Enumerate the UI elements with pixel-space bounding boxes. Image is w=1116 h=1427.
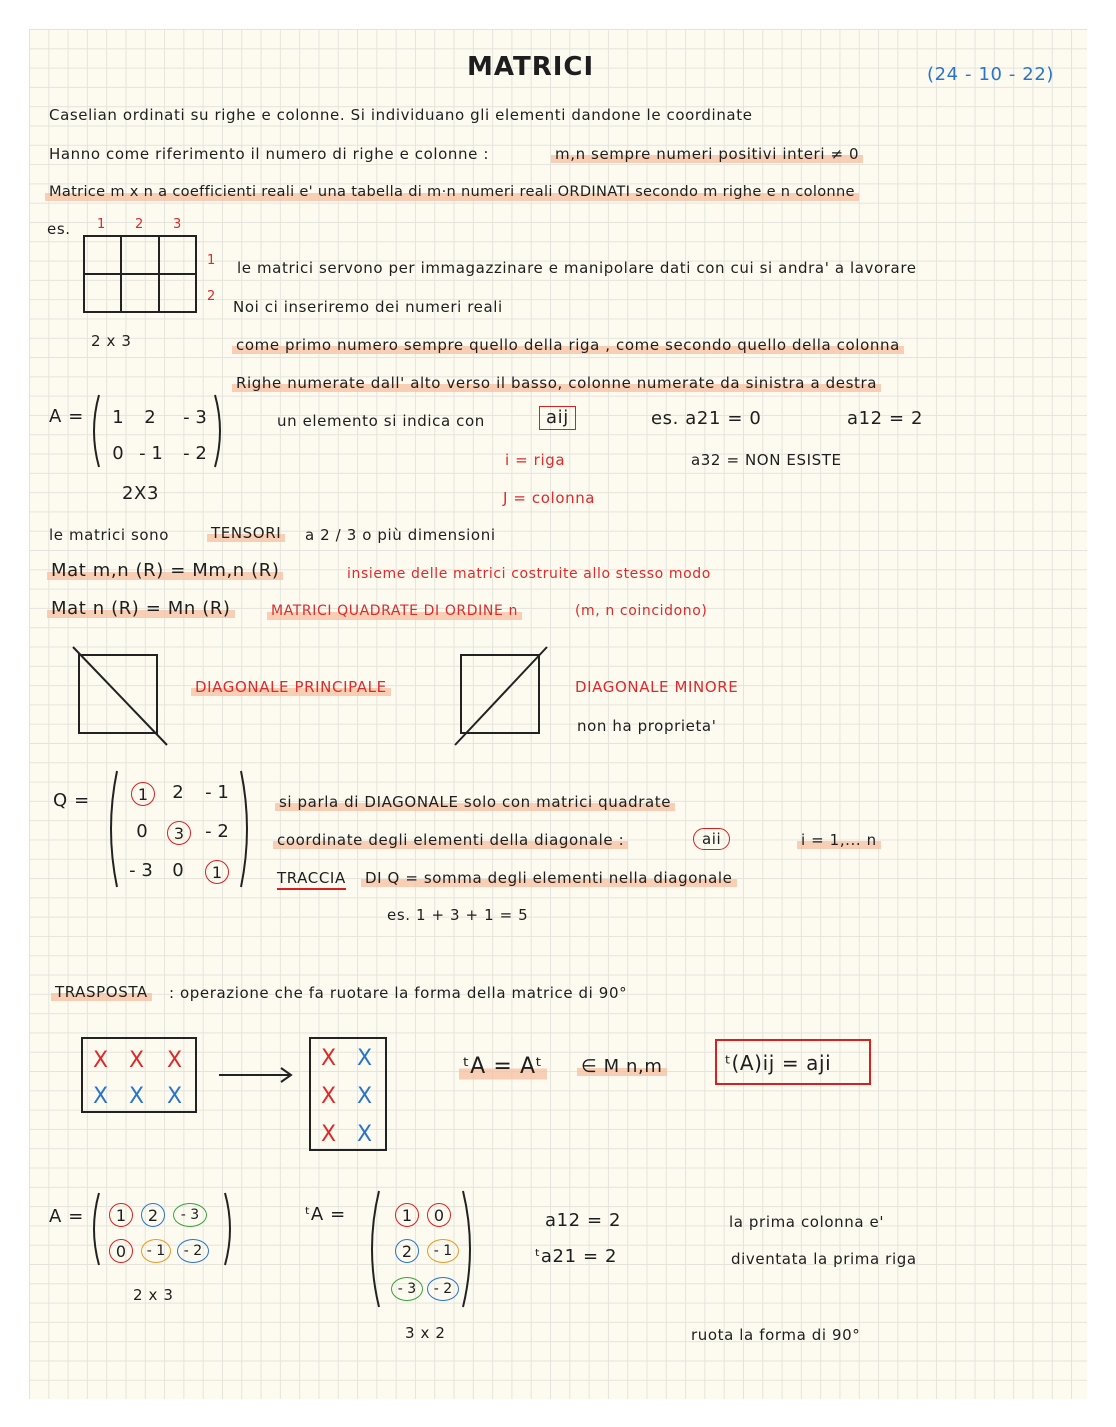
matrix-a-cell: 2 xyxy=(144,407,156,428)
matrix-a-cell: 0 xyxy=(112,443,124,464)
tensors-text-c: a 2 / 3 o più dimensioni xyxy=(305,526,496,544)
matrix-q-cell: - 3 xyxy=(129,860,153,881)
page-title: MATRICI xyxy=(467,52,595,82)
grid-x-mark: X xyxy=(167,1084,183,1109)
element-example-1: es. a21 = 0 xyxy=(651,408,762,429)
minor-diagonal-square xyxy=(453,645,553,749)
minor-diagonal-label: DIAGONALE MINORE xyxy=(575,678,739,696)
transpose-example-1: a12 = 2 xyxy=(545,1210,622,1231)
date-label: (24 - 10 - 22) xyxy=(927,64,1055,85)
intro-line-2-highlight: m,n sempre numeri positivi interi ≠ 0 xyxy=(551,144,863,164)
intro-line-1: Caselian ordinati su righe e colonne. Si individuano gli elementi dandone le coordinate xyxy=(49,106,753,124)
matrix-q-label: Q = xyxy=(53,790,90,811)
example-label: es. xyxy=(47,220,71,238)
grid-x-mark: X xyxy=(357,1046,373,1071)
transpose-a-cell: - 2 xyxy=(177,1239,209,1263)
matrix-a-cell: - 3 xyxy=(183,407,207,428)
mat-n-note-2: (m, n coincidono) xyxy=(575,603,708,619)
index-range: i = 1,... n xyxy=(797,830,881,850)
transpose-a-cell: 0 xyxy=(109,1239,133,1263)
tensors-keyword: TENSORI xyxy=(207,523,285,543)
grid-x-mark: X xyxy=(93,1048,109,1073)
matrix-q-cell: 2 xyxy=(172,782,184,803)
transpose-ta-label: ᵗA = xyxy=(305,1204,346,1225)
mat-mn-note: insieme delle matrici costruite allo stesso modo xyxy=(347,566,711,582)
matrix-q-cell: - 2 xyxy=(205,821,229,842)
matrix-a-cell: 1 xyxy=(112,407,124,428)
transpose-a-cell: 2 xyxy=(141,1203,165,1227)
transpose-formula: ᵗA = Aᵗ xyxy=(459,1053,547,1081)
grid-x-mark: X xyxy=(321,1084,337,1109)
example-note-1: le matrici servono per immagazzinare e manipolare dati con cui si andra' a lavorare xyxy=(237,259,917,277)
tensors-text-a: le matrici sono xyxy=(49,526,170,544)
transpose-note-3: ruota la forma di 90° xyxy=(691,1326,861,1344)
diagonal-coordinates-note: coordinate degli elementi della diagonale : xyxy=(273,830,628,850)
example-note-2: Noi ci inseriremo dei numeri reali xyxy=(233,298,503,316)
trace-definition: DI Q = somma degli elementi nella diagonale xyxy=(361,868,737,888)
aii-symbol: aii xyxy=(693,828,730,850)
grid-x-mark: X xyxy=(93,1084,109,1109)
matrix-q-diagonal-cell: 1 xyxy=(205,860,229,884)
transpose-ta-cell: 2 xyxy=(395,1239,419,1263)
row-number-2: 2 xyxy=(207,289,216,304)
transpose-a-dims: 2 x 3 xyxy=(133,1286,174,1304)
intro-line-3: Matrice m x n a coefficienti reali e' una tabella di m·n numeri reali ORDINATI secondo m righe e n colonne xyxy=(45,182,859,202)
transpose-note-1: la prima colonna e' xyxy=(729,1213,885,1231)
grid-x-mark: X xyxy=(357,1084,373,1109)
mat-n-definition: Mat n (R) = Mn (R) xyxy=(47,599,235,619)
transpose-a-cell: 1 xyxy=(109,1203,133,1227)
transpose-ta-cell: 0 xyxy=(427,1203,451,1227)
grid-x-mark: X xyxy=(357,1122,373,1147)
transpose-example-2: ᵗa21 = 2 xyxy=(535,1246,618,1267)
matrix-q-diagonal-cell: 3 xyxy=(167,821,191,845)
matrix-q-cell: 0 xyxy=(172,860,184,881)
element-text: un elemento si indica con xyxy=(277,412,485,430)
transpose-description: : operazione che fa ruotare la forma della matrice di 90° xyxy=(169,984,628,1002)
row-number-1: 1 xyxy=(207,253,216,268)
element-symbol: aij xyxy=(539,406,576,430)
transpose-space: ∈ M n,m xyxy=(577,1057,667,1077)
diagonal-square-note: si parla di DIAGONALE solo con matrici quadrate xyxy=(275,792,675,812)
example-note-4: Righe numerate dall' alto verso il basso, colonne numerate da sinistra a destra xyxy=(232,373,881,393)
trace-label: TRACCIA xyxy=(277,868,346,890)
example-grid xyxy=(83,235,199,315)
grid-x-mark: X xyxy=(321,1046,337,1071)
minor-diagonal-note: non ha proprieta' xyxy=(577,717,717,735)
grid-x-mark: X xyxy=(167,1048,183,1073)
example-dims: 2 x 3 xyxy=(91,332,132,350)
transpose-ta-cell: 1 xyxy=(395,1203,419,1227)
transpose-ta-cell: - 2 xyxy=(427,1277,459,1301)
intro-line-2: Hanno come riferimento il numero di righe e colonne : xyxy=(49,145,490,163)
transpose-note-2: diventata la prima riga xyxy=(731,1250,917,1268)
main-diagonal-square xyxy=(71,645,171,749)
grid-x-mark: X xyxy=(321,1122,337,1147)
matrix-a-dims: 2X3 xyxy=(122,483,160,504)
matrix-q-diagonal-cell: 1 xyxy=(131,782,155,806)
element-example-2: a12 = 2 xyxy=(847,408,924,429)
matrix-q-cell: 0 xyxy=(136,821,148,842)
transpose-label: TRASPOSTA xyxy=(51,982,152,1002)
element-example-3: a32 = NON ESISTE xyxy=(691,451,842,469)
grid-x-mark: X xyxy=(129,1084,145,1109)
main-diagonal-label: DIAGONALE PRINCIPALE xyxy=(191,677,391,697)
transpose-a-cell: - 1 xyxy=(141,1239,171,1263)
matrix-a-label: A = xyxy=(49,406,84,427)
mat-n-note: MATRICI QUADRATE DI ORDINE n xyxy=(267,601,522,621)
col-number-1: 1 xyxy=(97,217,106,232)
example-note-3: come primo numero sempre quello della riga , come secondo quello della colonna xyxy=(232,335,904,355)
grid-x-mark: X xyxy=(129,1048,145,1073)
i-definition: i = riga xyxy=(505,451,566,469)
mat-mn-definition: Mat m,n (R) = Mm,n (R) xyxy=(47,561,283,581)
transpose-ta-dims: 3 x 2 xyxy=(405,1324,446,1342)
col-number-2: 2 xyxy=(135,217,144,232)
transpose-a-cell: - 3 xyxy=(173,1203,207,1227)
transpose-arrow-icon xyxy=(217,1065,297,1085)
matrix-a-cell: - 1 xyxy=(139,443,163,464)
notebook-page xyxy=(29,29,1087,1399)
trace-example: es. 1 + 3 + 1 = 5 xyxy=(387,906,529,924)
j-definition: J = colonna xyxy=(503,489,596,507)
col-number-3: 3 xyxy=(173,217,182,232)
matrix-a-cell: - 2 xyxy=(183,443,207,464)
transpose-element-formula: ᵗ(A)ij = aji xyxy=(725,1051,832,1075)
transpose-a-label: A = xyxy=(49,1206,84,1227)
matrix-q-cell: - 1 xyxy=(205,782,229,803)
transpose-ta-cell: - 3 xyxy=(391,1277,423,1301)
transpose-ta-cell: - 1 xyxy=(427,1239,459,1263)
